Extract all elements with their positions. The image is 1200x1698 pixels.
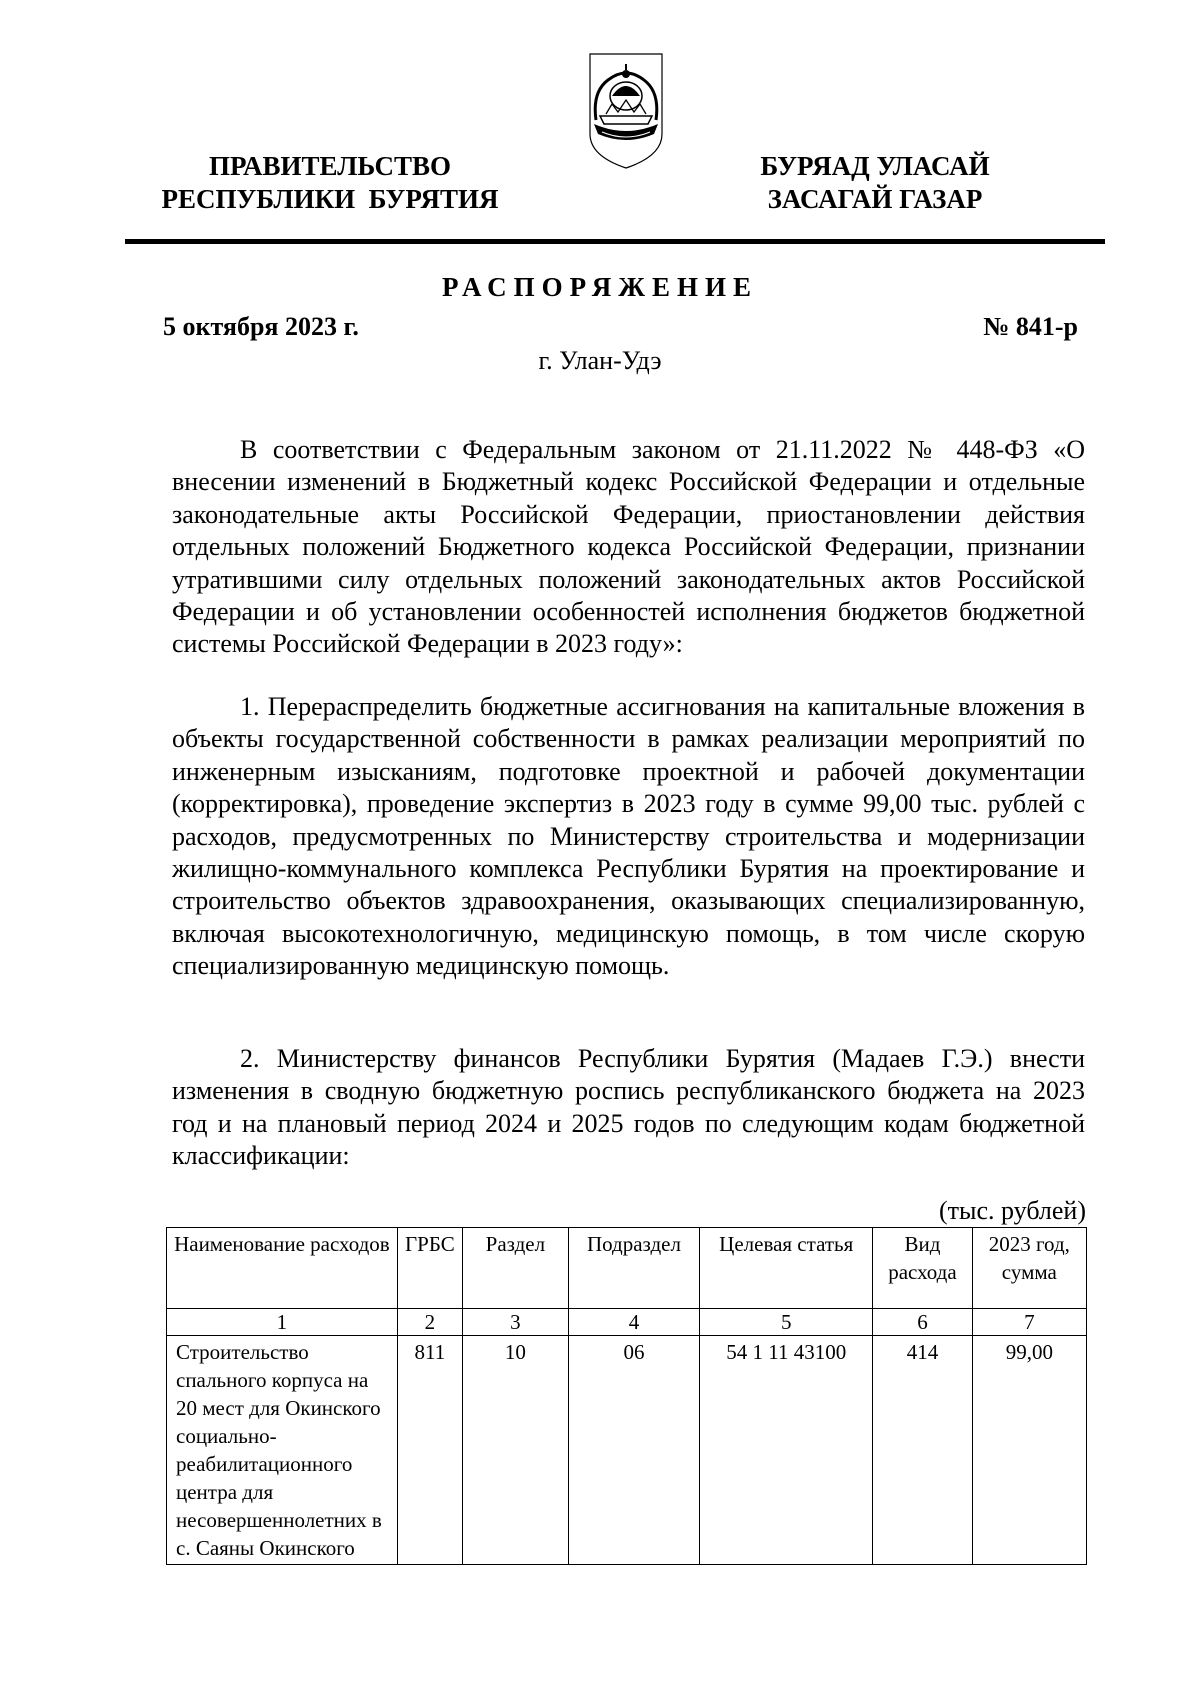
column-number: 4: [568, 1309, 699, 1336]
org-name-russian-line1: ПРАВИТЕЛЬСТВО: [208, 151, 452, 181]
org-name-buryat-line1: БУРЯАД УЛАСАЙ: [760, 151, 990, 181]
coat-of-arms-icon: [588, 52, 664, 170]
table-header-row: [167, 1228, 1087, 1309]
celevaya-stat-cell: 54 1 11 43100: [700, 1336, 873, 1565]
table-units: (тыс. рублей): [938, 1196, 1086, 1225]
document-city: г. Улан-Удэ: [538, 346, 662, 375]
document-date: 5 октября 2023 г.: [163, 312, 359, 341]
expense-name-cell: Строительство спального корпуса на 20 мест для Окинского социально-реабилитационного центра для несовершеннолетних в с. Саяны Окинского: [167, 1336, 398, 1565]
header-cell: Целевая статья: [700, 1228, 873, 1309]
column-number: 3: [462, 1309, 568, 1336]
preamble-paragraph: В соответствии с Федеральным законом от 21.11.2022 № 448-ФЗ «О внесении изменений в Бюджетный кодекс Российской Федерации и отдельные законодательные акты Российской Федерации, приостановлении действия отдельных положений Бюджетного кодекса Российской Федерации, признании утратившими силу отдельных положений законодательных актов Российской Федерации и об установлении особенностей исполнения бюджетов бюджетной системы Российской Федерации в 2023 году»:: [172, 435, 1085, 659]
column-number: 6: [873, 1309, 972, 1336]
org-name-buryat-line2: ЗАСАГАЙ ГАЗАР: [767, 184, 983, 214]
podrazdel-cell: 06: [568, 1336, 699, 1565]
header-cell: 2023 год, сумма: [972, 1228, 1086, 1309]
header-cell: Раздел: [462, 1228, 568, 1309]
razdel-cell: 10: [462, 1336, 568, 1565]
vid-rashoda-cell: 414: [873, 1336, 972, 1565]
table-row: [167, 1336, 1087, 1565]
document-title: РАСПОРЯЖЕНИЕ: [441, 272, 759, 302]
org-name-russian-line2: РЕСПУБЛИКИ БУРЯТИЯ: [161, 184, 499, 214]
org-name-russian: [140, 150, 520, 216]
header-cell: Подраздел: [568, 1228, 699, 1309]
header-cell: Наименование расходов: [167, 1228, 398, 1309]
clause-1-paragraph: 1. Перераспределить бюджетные ассигнования на капитальные вложения в объекты государственной собственности в рамках реализации мероприятий по инженерным изысканиям, подготовке проектной и рабочей документации (корректировка), проведение экспертиз в 2023 году в сумме 99,00 тыс. рублей с расходов, предусмотренных по Министерству строительства и модернизации жилищно-коммунального комплекса Республики Бурятия на проектирование и строительство объектов здравоохранения, оказывающих специализированную, включая высокотехнологичную, медицинскую помощь, в том числе скорую специализированную медицинскую помощь.: [172, 692, 1085, 981]
sum-cell: 99,00: [972, 1336, 1086, 1565]
document-number: № 841-р: [983, 312, 1078, 341]
grbs-cell: 811: [397, 1336, 462, 1565]
org-name-buryat: [685, 150, 1065, 216]
header-cell: Вид расхода: [873, 1228, 972, 1309]
column-number: 2: [397, 1309, 462, 1336]
header-cell: ГРБС: [397, 1228, 462, 1309]
column-number: 1: [167, 1309, 398, 1336]
column-number: 5: [700, 1309, 873, 1336]
budget-table: [166, 1227, 1087, 1565]
clause-2-paragraph: 2. Министерству финансов Республики Бурятия (Мадаев Г.Э.) внести изменения в сводную бюджетную роспись республиканского бюджета на 2023 год и на плановый период 2024 и 2025 годов по следующим кодам бюджетной классификации:: [172, 1044, 1085, 1171]
header-divider: [125, 239, 1105, 244]
column-number: 7: [972, 1309, 1086, 1336]
column-number-row: [167, 1309, 1087, 1336]
